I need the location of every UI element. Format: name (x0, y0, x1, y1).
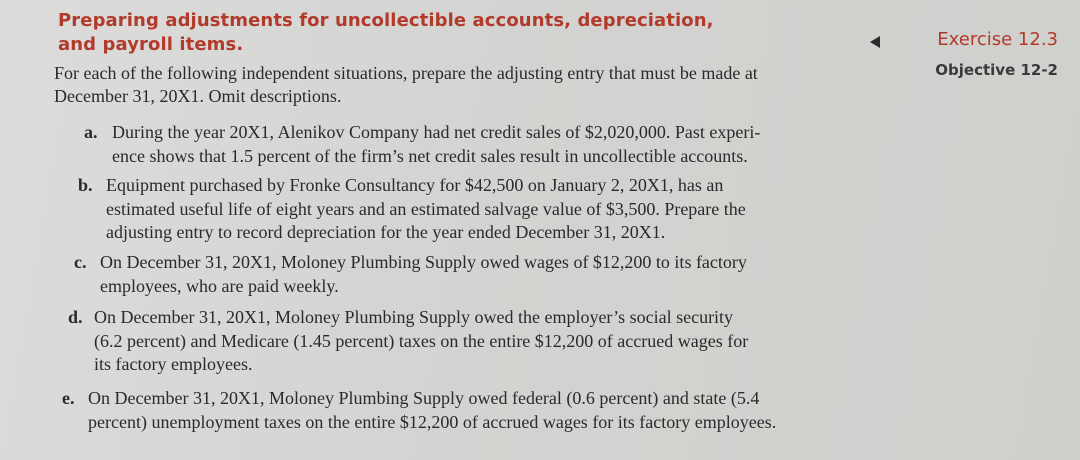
item-line: During the year 20X1, Alenikov Company had net credit sales of $2,020,000. Past experi- (112, 122, 761, 142)
item-letter: a. (84, 122, 98, 142)
instructions (54, 62, 884, 108)
item-line: On December 31, 20X1, Moloney Plumbing Supply owed the employer’s social security (94, 307, 734, 327)
item-letter: c. (74, 252, 87, 272)
item-letter: d. (68, 307, 83, 327)
item-line: On December 31, 20X1, Moloney Plumbing Supply owed federal (0.6 percent) and state (5.4 (88, 388, 760, 408)
instructions-line-2: December 31, 20X1. Omit descriptions. (54, 86, 342, 106)
instructions-line-1: For each of the following independent situations, prepare the adjusting entry that must be made at (54, 63, 758, 83)
exercise-number: Exercise 12.3 (937, 29, 1058, 50)
exercise-objective: Objective 12-2 (935, 61, 1058, 79)
item-line: Equipment purchased by Fronke Consultancy for $42,500 on January 2, 20X1, has an (106, 175, 724, 195)
exercise-title (58, 9, 818, 57)
item-line: employees, who are paid weekly. (100, 275, 339, 296)
item-letter: e. (62, 388, 75, 408)
item-line: adjusting entry to record depreciation for the year ended December 31, 20X1. (106, 222, 666, 242)
item-letter: b. (78, 175, 93, 195)
item-line: On December 31, 20X1, Moloney Plumbing Supply owed wages of $12,200 to its factory (100, 252, 747, 272)
item-line: percent) unemployment taxes on the entire $12,200 of accrued wages for its factory employees. (88, 411, 777, 432)
left-triangle-icon (870, 36, 880, 48)
title-line-2: and payroll items. (58, 34, 244, 55)
item-line: (6.2 percent) and Medicare (1.45 percent) taxes on the entire $12,200 of accrued wages for (94, 330, 749, 351)
item-line: estimated useful life of eight years and an estimated salvage value of $3,500. Prepare the (106, 198, 746, 219)
item-line: its factory employees. (94, 354, 253, 374)
title-line-1: Preparing adjustments for uncollectible accounts, depreciation, (58, 10, 714, 31)
item-line: ence shows that 1.5 percent of the firm’s net credit sales result in uncollectible accounts. (112, 145, 748, 166)
